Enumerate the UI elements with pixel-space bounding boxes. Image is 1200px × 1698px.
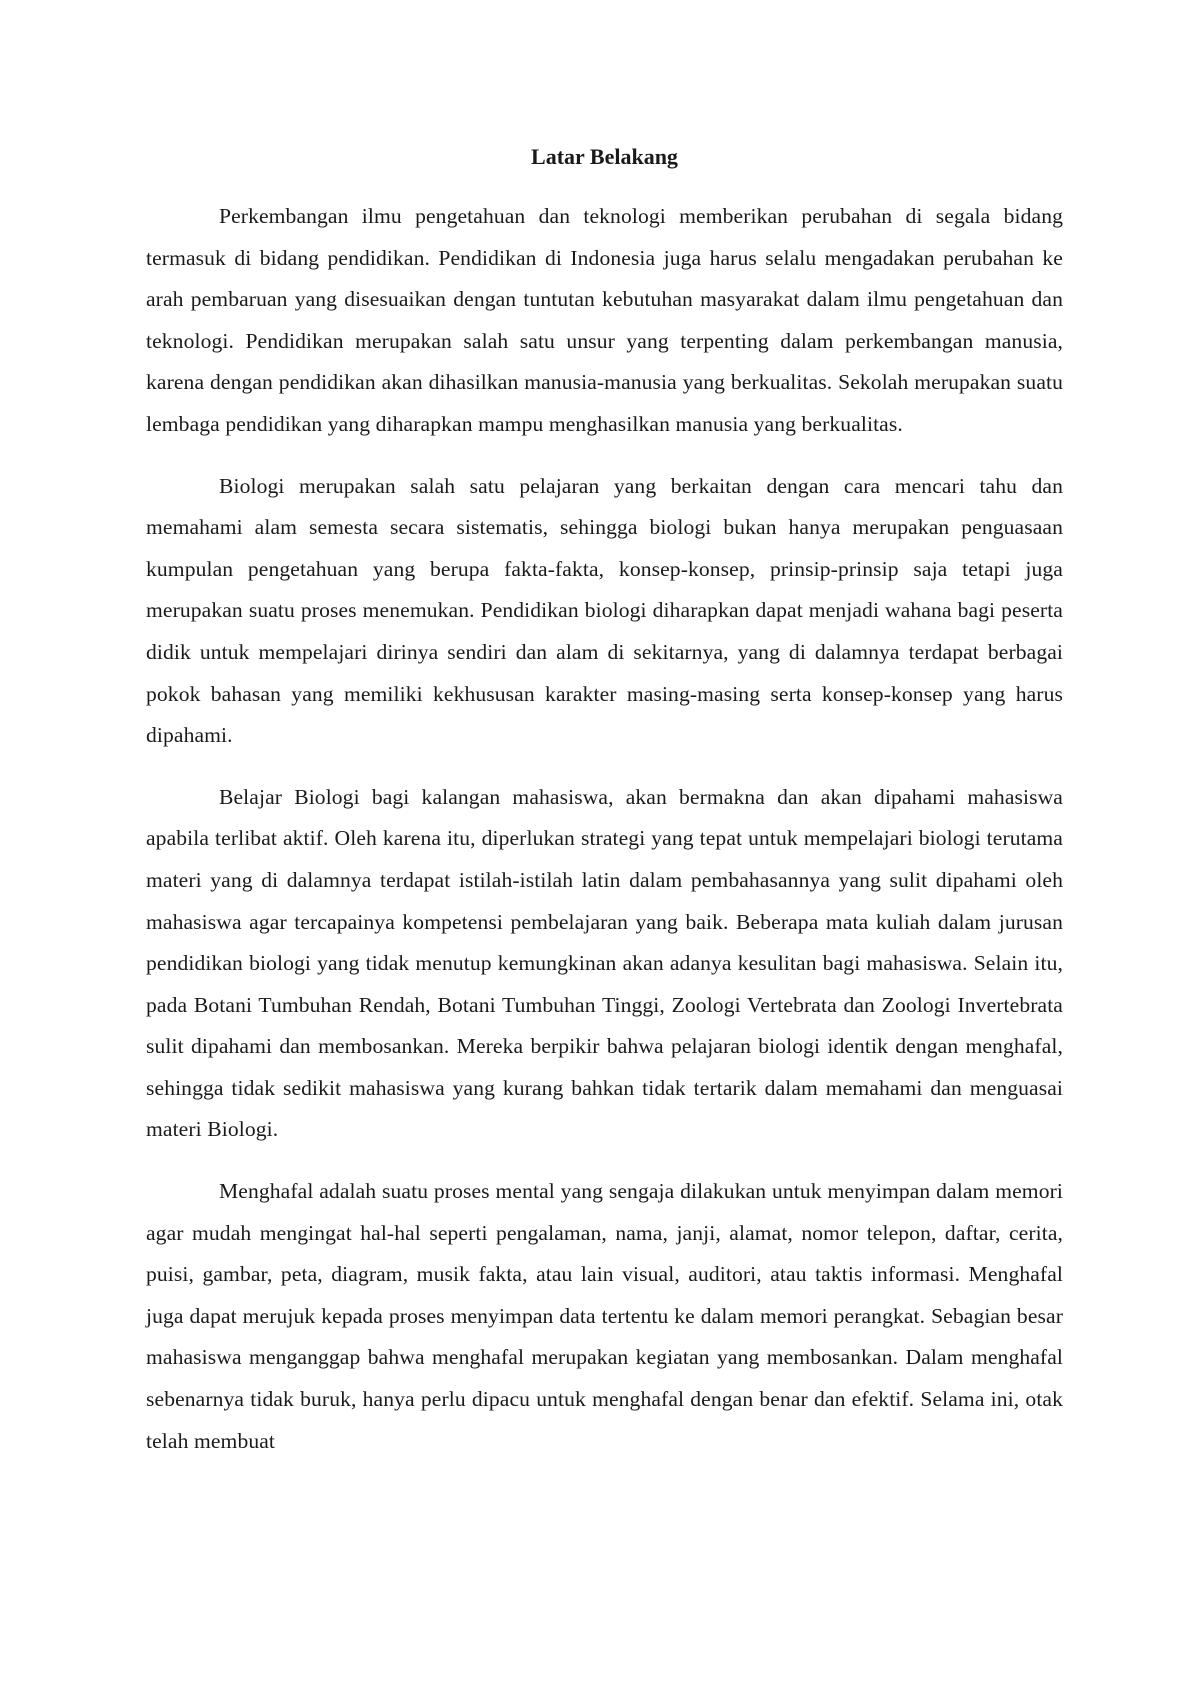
document-title: Latar Belakang [531,144,678,169]
paragraph-4: Menghafal adalah suatu proses mental yang sengaja dilakukan untuk menyimpan dalam memori agar mudah mengingat hal-hal seperti pengalaman, nama, janji, alamat, nomor telepon, daftar, cerita, puisi, gambar, peta, diagram, musik fakta, atau lain visual, auditori, atau taktis informasi. Menghafal juga dapat merujuk kepada proses menyimpan data tertentu ke dalam memori perangkat. Sebagian besar mahasiswa menganggap bahwa menghafal merupakan kegiatan yang membosankan. Dalam menghafal sebenarnya tidak buruk, hanya perlu dipacu untuk menghafal dengan benar dan efektif. Selama ini, otak telah membuat [146,1179,1063,1453]
paragraph-2: Biologi merupakan salah satu pelajaran yang berkaitan dengan cara mencari tahu dan memahami alam semesta secara sistematis, sehingga biologi bukan hanya merupakan penguasaan kumpulan pengetahuan yang berupa fakta-fakta, konsep-konsep, prinsip-prinsip saja tetapi juga merupakan suatu proses menemukan. Pendidikan biologi diharapkan dapat menjadi wahana bagi peserta didik untuk mempelajari dirinya sendiri dan alam di sekitarnya, yang di dalamnya terdapat berbagai pokok bahasan yang memiliki kekhususan karakter masing-masing serta konsep-konsep yang harus dipahami. [146,473,1063,748]
document-body [146,142,1063,1462]
paragraph-1: Perkembangan ilmu pengetahuan dan teknologi memberikan perubahan di segala bidang termasuk di bidang pendidikan. Pendidikan di Indonesia juga harus selalu mengadakan perubahan ke arah pembaruan yang disesuaikan dengan tuntutan kebutuhan masyarakat dalam ilmu pengetahuan dan teknologi. Pendidikan merupakan salah satu unsur yang terpenting dalam perkembangan manusia, karena dengan pendidikan akan dihasilkan manusia-manusia yang berkualitas. Sekolah merupakan suatu lembaga pendidikan yang diharapkan mampu menghasilkan manusia yang berkualitas. [146,204,1063,436]
paragraph-3: Belajar Biologi bagi kalangan mahasiswa, akan bermakna dan akan dipahami mahasiswa apabila terlibat aktif. Oleh karena itu, diperlukan strategi yang tepat untuk mempelajari biologi terutama materi yang di dalamnya terdapat istilah-istilah latin dalam pembahasannya yang sulit dipahami oleh mahasiswa agar tercapainya kompetensi pembelajaran yang baik. Beberapa mata kuliah dalam jurusan pendidikan biologi yang tidak menutup kemungkinan akan adanya kesulitan bagi mahasiswa. Selain itu, pada Botani Tumbuhan Rendah, Botani Tumbuhan Tinggi, Zoologi Vertebrata dan Zoologi Invertebrata sulit dipahami dan membosankan. Mereka berpikir bahwa pelajaran biologi identik dengan menghafal, sehingga tidak sedikit mahasiswa yang kurang bahkan tidak tertarik dalam memahami dan menguasai materi Biologi. [146,784,1063,1142]
